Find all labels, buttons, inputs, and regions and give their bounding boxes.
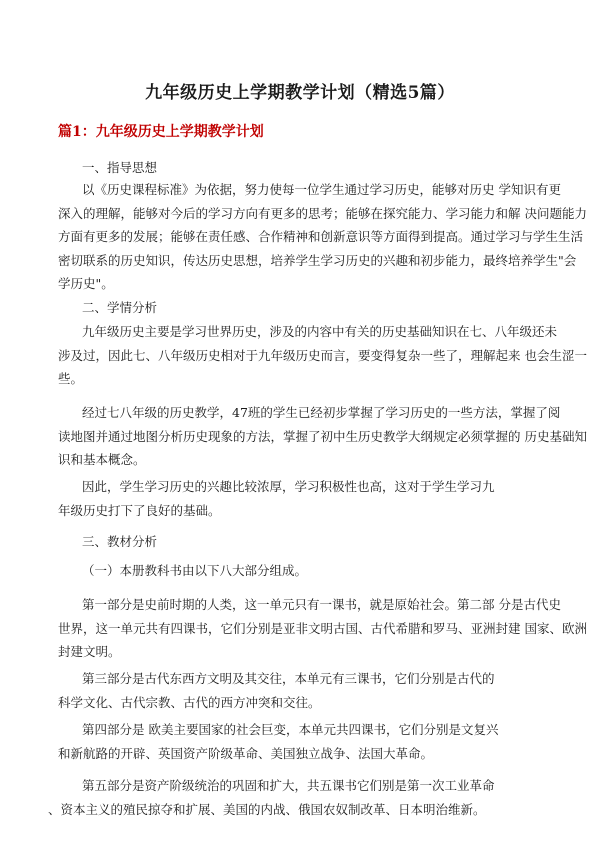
page-title: 九年级历史上学期教学计划（精选5篇） xyxy=(145,83,455,103)
paragraph-student-analysis-1 xyxy=(58,320,587,391)
text-line: 些。 xyxy=(58,371,84,386)
paragraph-guiding-thought xyxy=(58,178,587,296)
article-subtitle: 篇1：九年级历史上学期教学计划 xyxy=(58,124,264,140)
text-line: 识和基本概念。 xyxy=(58,452,146,467)
text-line: 深入的理解，能够对今后的学习方向有更多的思考；能够在探究能力、学习能力和解 决问题能力 xyxy=(58,205,587,221)
paragraph-textbook-intro xyxy=(82,559,552,583)
text-line: 年级历史打下了良好的基础。 xyxy=(58,502,221,518)
text-line: （一）本册教科书由以下八大部分组成。 xyxy=(82,563,308,578)
text-line: 方面有更多的发展；能够在责任感、合作精神和创新意识等方面得到提高。通过学习与学生生活 xyxy=(58,229,584,244)
text-line: 经过七八年级的历史教学，47班的学生已经初步掌握了学习历史的一些方法，掌握了阅 xyxy=(82,405,561,420)
text-line: 第一部分是史前时期的人类，这一单元只有一课书，就是原始社会。第二部 分是古代史 xyxy=(82,597,561,612)
text-line: 世界，这一单元共有四课书，它们分别是亚非文明古国、古代希腊和罗马、亚洲封建 国家、欧洲 xyxy=(58,620,587,636)
text-line: 九年级历史主要是学习世界历史，涉及的内容中有关的历史基础知识在七、八年级还未 xyxy=(82,324,558,339)
paragraph-student-analysis-2 xyxy=(58,401,587,472)
text-line: 因此，学生学习历史的兴趣比较浓厚，学习积极性也高，这对于学生学习九 xyxy=(82,479,495,494)
paragraph-part-three xyxy=(58,667,552,714)
paragraph-student-analysis-3 xyxy=(58,475,552,522)
text-line: 第四部分是 欧美主要国家的社会巨变，本单元共四课书，它们分别是文复兴 xyxy=(82,722,499,737)
paragraph-part-four xyxy=(58,718,552,765)
text-line: 第三部分是古代东西方文明及其交往，本单元有三课书，它们分别是古代的 xyxy=(82,671,495,686)
text-line: 、资本主义的殖民掠夺和扩展、美国的内战、俄国农奴制改革、日本明治维新。 xyxy=(48,801,486,817)
paragraph-part-five xyxy=(48,774,552,821)
text-line: 科学文化、古代宗教、古代的西方冲突和交往。 xyxy=(58,694,321,710)
text-line: 学历史"。 xyxy=(58,276,114,291)
text-line: 和新航路的开辟、英国资产阶级革命、美国独立战争、法国大革命。 xyxy=(58,745,434,761)
text-line: 密切联系的历史知识，传达历史思想，培养学生学习历史的兴趣和初步能力，最终培养学生"会 xyxy=(58,252,577,268)
text-line: 以《历史课程标准》为依据，努力使每一位学生通过学习历史，能够对历史 学知识有更 xyxy=(82,182,561,197)
text-line: 封建文明。 xyxy=(58,644,121,659)
section-heading-student-analysis: 二、学情分析 xyxy=(82,300,158,315)
paragraph-part-one-two xyxy=(58,593,587,664)
text-line: 第五部分是资产阶级统治的巩固和扩大，共五课书它们别是第一次工业革命 xyxy=(82,778,495,793)
text-line: 涉及过，因此七、八年级历史相对于九年级历史而言，要变得复杂一些了，理解起来 也会生涩一 xyxy=(58,347,587,363)
section-heading-guiding-thought: 一、指导思想 xyxy=(82,160,158,175)
section-heading-textbook-analysis: 三、教材分析 xyxy=(82,534,158,549)
text-line: 读地图并通过地图分析历史现象的方法，掌握了初中生历史教学大纲规定必须掌握的 历史基础知 xyxy=(58,428,587,444)
